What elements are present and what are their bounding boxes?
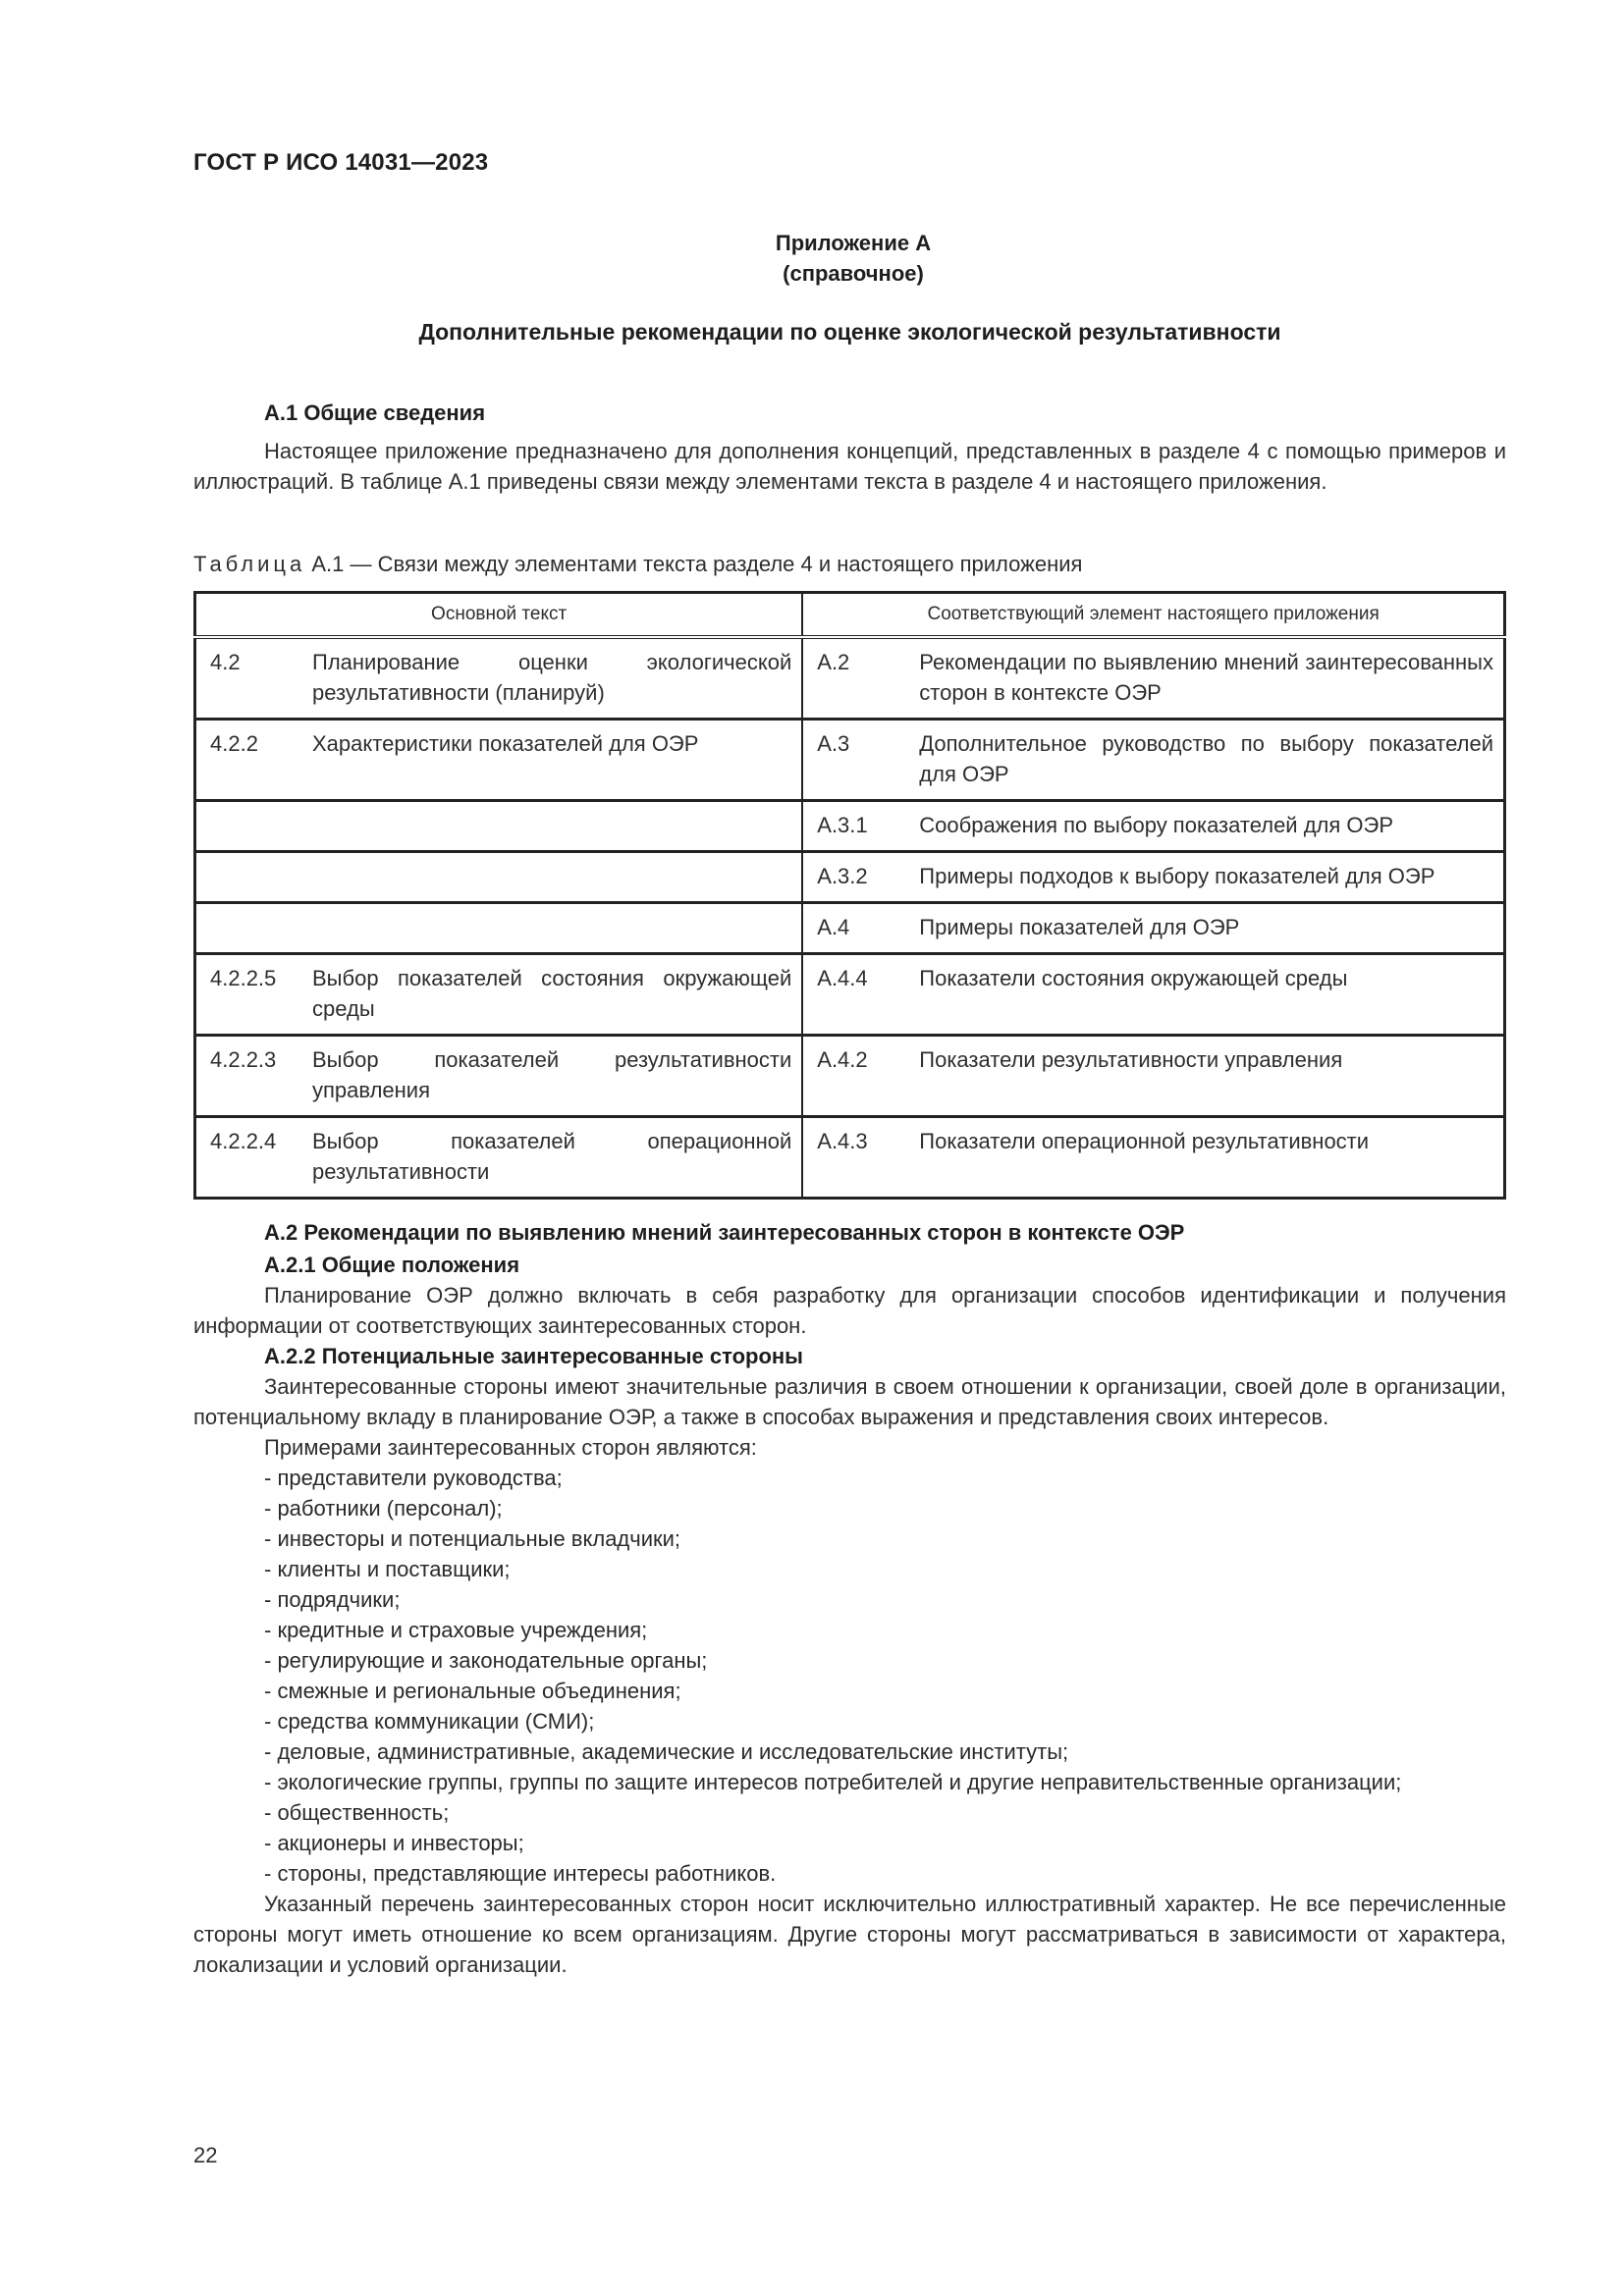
table-row	[195, 1036, 1505, 1117]
list-item: - средства коммуникации (СМИ);	[264, 1709, 595, 1734]
table-row	[195, 720, 1505, 801]
section-a2	[193, 1217, 1506, 1980]
main-section-number	[195, 801, 299, 852]
links-table	[193, 591, 1506, 1200]
list-item: - смежные и региональные объединения;	[264, 1679, 681, 1703]
annex-heading: Дополнительные рекомендации по оценке экологической результативности	[418, 319, 1281, 345]
annex-section-number: А.4.3	[802, 1117, 905, 1199]
annex-section-number: А.3.1	[802, 801, 905, 852]
main-section-number	[195, 852, 299, 903]
document-code: ГОСТ Р ИСО 14031—2023	[193, 149, 489, 176]
annex-section-number: А.4	[802, 903, 905, 954]
annex-section-title: Соображения по выбору показателей для ОЭР	[905, 801, 1504, 852]
list-item: - клиенты и поставщики;	[264, 1557, 511, 1581]
section-a22-title: А.2.2 Потенциальные заинтересованные стороны	[264, 1344, 803, 1368]
main-section-title: Выбор показателей состояния окружающей среды	[298, 954, 802, 1036]
list-item: - инвесторы и потенциальные вкладчики;	[264, 1526, 681, 1551]
main-section-title: Выбор показателей результативности управления	[298, 1036, 802, 1117]
main-section-number: 4.2	[210, 650, 241, 674]
section-a22-paragraph: Заинтересованные стороны имеют значительные различия в своем отношении к организации, своей доле в организации, потенциальному вкладу в планирование ОЭР, а также в способах выражения и представления своих интересов.	[193, 1374, 1506, 1429]
annex-section-title: Показатели состояния окружающей среды	[905, 954, 1504, 1036]
list-item: - деловые, административные, академические и исследовательские институты;	[264, 1739, 1069, 1764]
closing-paragraph: Указанный перечень заинтересованных сторон носит исключительно иллюстративный характер. Не все перечисленные стороны могут иметь отношение ко всем организациям. Другие стороны могут рассматриваться в зависимости от характера, локализации и условий организации.	[193, 1892, 1506, 1977]
list-item: - кредитные и страховые учреждения;	[264, 1618, 648, 1642]
annex-title: Приложение А	[775, 231, 932, 255]
annex-section-title: Примеры показателей для ОЭР	[905, 903, 1504, 954]
list-item: - акционеры и инвесторы;	[264, 1831, 524, 1855]
column-header-annex-element: Соответствующий элемент настоящего приложения	[802, 593, 1504, 638]
stakeholder-list	[193, 1463, 1506, 1889]
annex-section-title: Примеры подходов к выбору показателей для ОЭР	[905, 852, 1504, 903]
section-a2-title: А.2 Рекомендации по выявлению мнений заинтересованных сторон в контексте ОЭР	[264, 1220, 1185, 1245]
annex-title-block	[0, 228, 1624, 289]
main-section-title	[298, 903, 802, 954]
main-section-title: Планирование оценки экологической результативности (планируй)	[298, 637, 802, 720]
table-caption-label: Таблица	[193, 552, 306, 576]
main-section-title: Выбор показателей операционной результативности	[298, 1117, 802, 1199]
table-row	[195, 637, 1505, 720]
annex-section-title: Показатели операционной результативности	[905, 1117, 1504, 1199]
table-row	[195, 903, 1505, 954]
main-section-number	[195, 903, 299, 954]
table-row	[195, 852, 1505, 903]
main-section-title	[298, 852, 802, 903]
list-item: - общественность;	[264, 1800, 450, 1825]
list-item: - работники (персонал);	[264, 1496, 503, 1521]
section-a1-title: А.1 Общие сведения	[264, 400, 486, 425]
section-a21-title: А.2.1 Общие положения	[264, 1253, 520, 1277]
column-header-main-text: Основной текст	[195, 593, 803, 638]
list-item: - стороны, представляющие интересы работников.	[264, 1861, 777, 1886]
annex-section-title: Дополнительное руководство по выбору показателей для ОЭР	[905, 720, 1504, 801]
list-item: - регулирующие и законодательные органы;	[264, 1648, 708, 1673]
main-section-title	[298, 801, 802, 852]
main-section-number: 4.2.2	[195, 720, 299, 801]
annex-section-number: А.3	[802, 720, 905, 801]
annex-section-number: А.4.2	[802, 1036, 905, 1117]
section-a21-paragraph: Планирование ОЭР должно включать в себя разработку для организации способов идентификации и получения информации от соответствующих заинтересованных сторон.	[193, 1283, 1506, 1338]
stakeholder-list-intro: Примерами заинтересованных сторон являются:	[264, 1435, 757, 1460]
list-item: - подрядчики;	[264, 1587, 401, 1612]
annex-section-number: А.4.4	[802, 954, 905, 1036]
main-section-number: 4.2.2.3	[195, 1036, 299, 1117]
table-caption-text: А.1 — Связи между элементами текста разделе 4 и настоящего приложения	[305, 552, 1083, 576]
list-item: - представители руководства;	[264, 1466, 563, 1490]
table-row	[195, 954, 1505, 1036]
main-section-number: 4.2.2.4	[195, 1117, 299, 1199]
annex-section-number: А.2	[817, 650, 850, 674]
list-item: - экологические группы, группы по защите интересов потребителей и другие неправительственные организации;	[264, 1770, 1402, 1794]
table-row	[195, 801, 1505, 852]
annex-section-number: А.3.2	[802, 852, 905, 903]
main-section-number: 4.2.2.5	[195, 954, 299, 1036]
annex-status: (справочное)	[783, 261, 924, 286]
table-row	[195, 1117, 1505, 1199]
page-number: 22	[193, 2143, 218, 2167]
table-body	[195, 637, 1505, 1199]
section-a1-paragraph: Настоящее приложение предназначено для дополнения концепций, представленных в разделе 4 с помощью примеров и иллюстраций. В таблице А.1 приведены связи между элементами текста в разделе 4 и настоящего приложения.	[193, 439, 1506, 494]
annex-section-title: Показатели результативности управления	[905, 1036, 1504, 1117]
table-caption	[193, 552, 1082, 577]
main-section-title: Характеристики показателей для ОЭР	[298, 720, 802, 801]
table-header-row	[195, 593, 1505, 638]
annex-section-title: Рекомендации по выявлению мнений заинтересованных сторон в контексте ОЭР	[919, 650, 1493, 705]
